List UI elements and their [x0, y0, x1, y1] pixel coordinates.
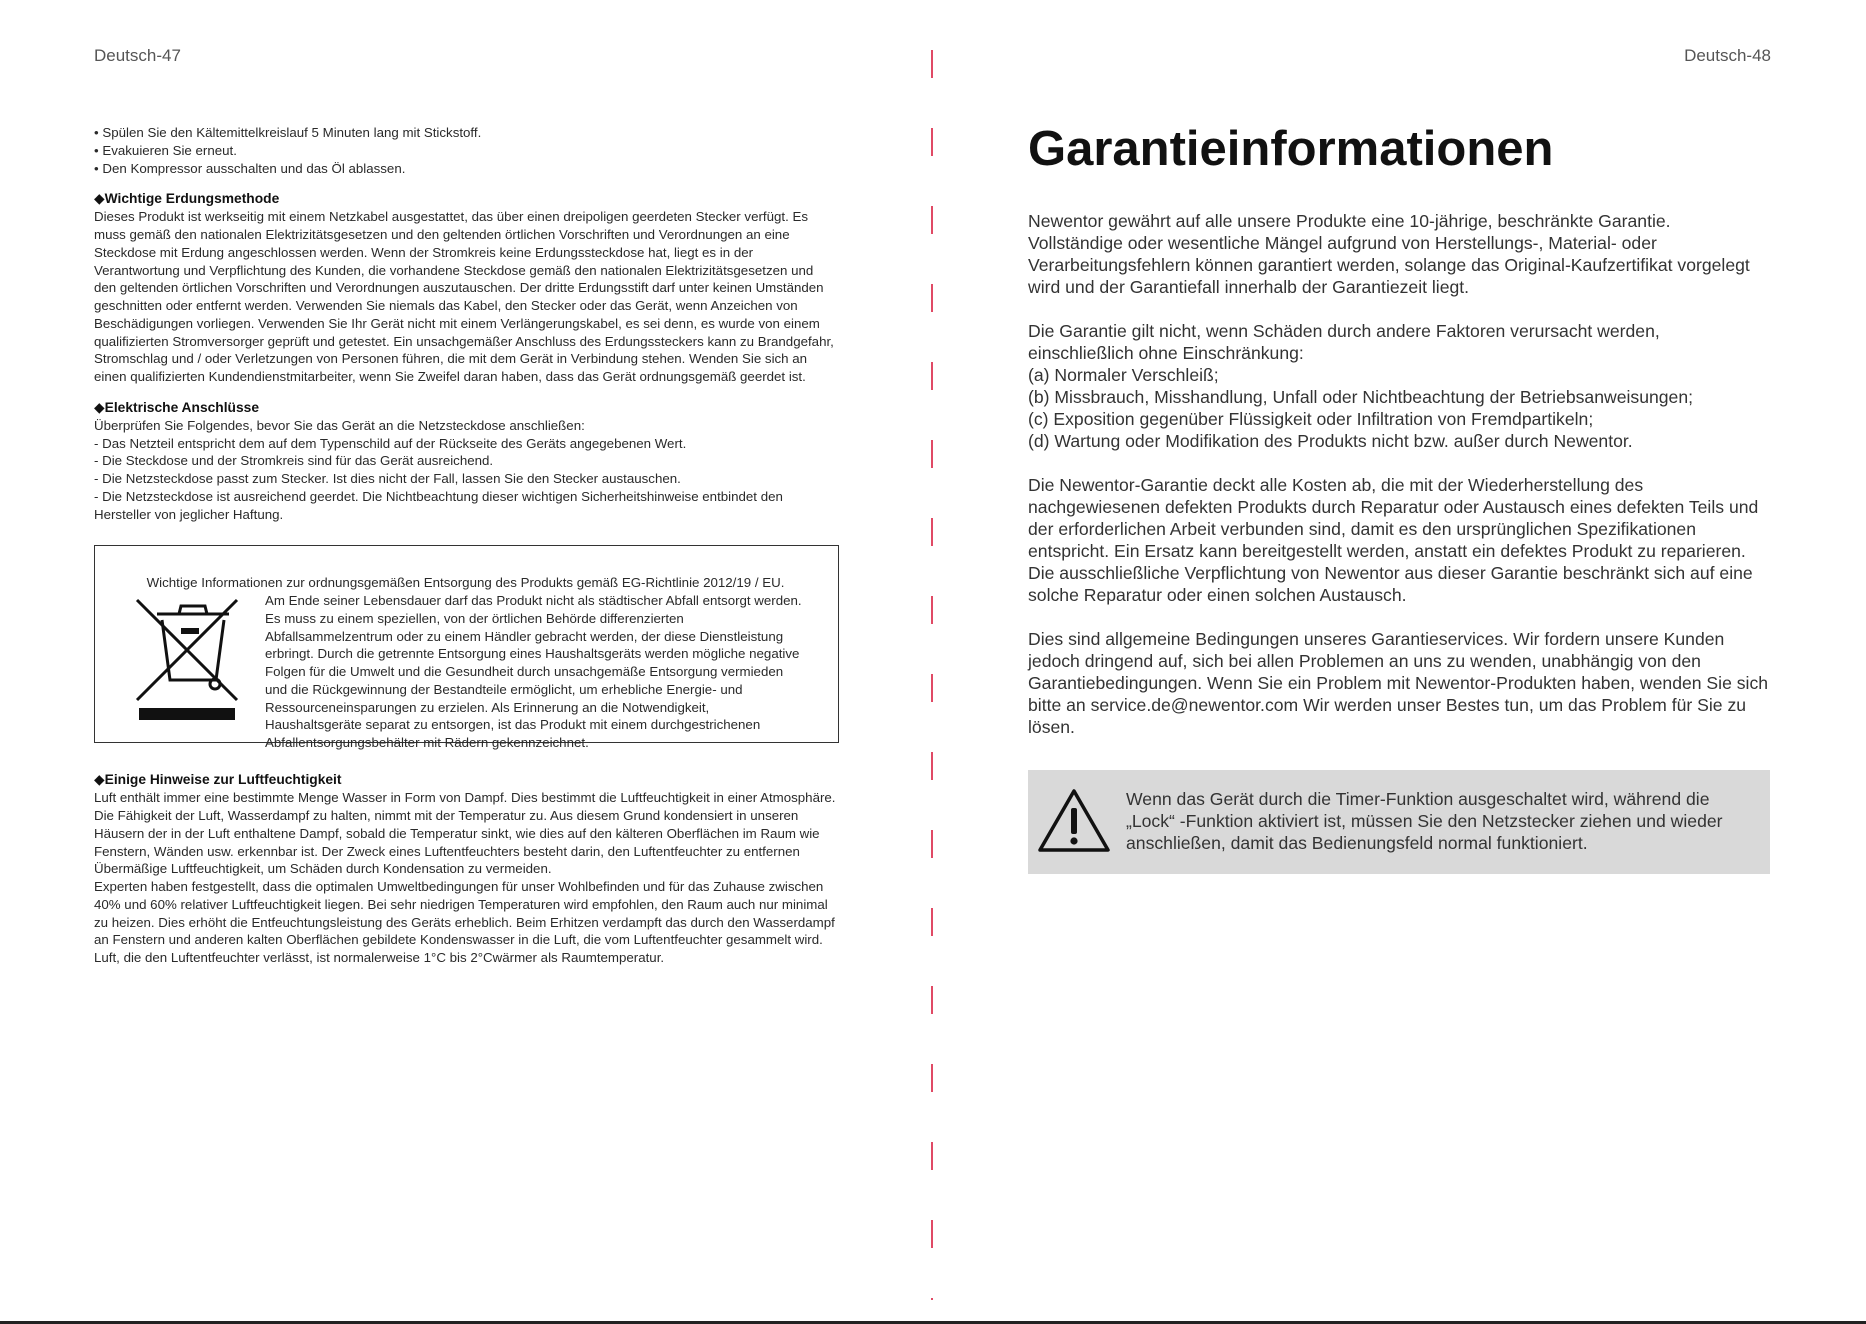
crossed-out-wheelie-bin-icon	[129, 592, 245, 752]
humidity-paragraph-1: Luft enthält immer eine bestimmte Menge Wasser in Form von Dampf. Dies bestimmt die Luftfeuchtigkeit in einer Atmosphäre. Die Fähigkeit der Luft, Wasserdampf zu halten, nimmt mit der Temperatur zu. Aus diesem Grund kondensiert in unseren Häusern der in der Luft enthaltene Dampf, sobald die Temperatur sinkt, wie dies auf den kälteren Oberflächen im Raum wie Fenstern, Wänden usw. erkennbar ist. Der Zweck eines Luftentfeuchters besteht darin, den Luftentfeuchter zu entfernen Übermäßige Luftfeuchtigkeit, um Schäden durch Kondensation zu vermeiden.	[94, 790, 836, 877]
electrical-intro: Überprüfen Sie Folgendes, bevor Sie das Gerät an die Netzsteckdose anschließen:	[94, 417, 585, 433]
warranty-paragraph-1: Newentor gewährt auf alle unsere Produkte eine 10-jährige, beschränkte Garantie. Vollständige oder wesentliche Mängel aufgrund von Herstellungs-, Material- oder Verarbeitungsfehlern können garantiert werden, solange das Original-Kaufzertifikat vorgelegt wird und der Garantiefall innerhalb der Garantiezeit liegt.	[1028, 211, 1750, 297]
list-item: • Evakuieren Sie erneut.	[94, 142, 839, 160]
warranty-exclusions	[1028, 320, 1770, 452]
list-item: - Die Netzsteckdose ist ausreichend geerdet. Die Nichtbeachtung dieser wichtigen Sicherheitshinweise entbindet den Hersteller von jeglicher Haftung.	[94, 488, 839, 524]
disposal-info-box	[94, 545, 839, 750]
humidity-heading: ◆Einige Hinweise zur Luftfeuchtigkeit	[94, 772, 342, 788]
disposal-title: Wichtige Informationen zur ordnungsgemäßen Entsorgung des Produkts gemäß EG-Richtlinie 2012/19 / EU.	[146, 575, 785, 591]
list-item: • Den Kompressor ausschalten und das Öl ablassen.	[94, 160, 839, 178]
page-number-right: Deutsch-48	[1684, 46, 1771, 65]
disposal-text: Am Ende seiner Lebensdauer darf das Produkt nicht als städtischer Abfall entsorgt werden. Es muss zu einem speziellen, von der örtlichen Behörde differenzierten Abfallsammelzentrum oder zu einem Händler gebracht werden, der diese Dienstleistung erbringt. Durch die getrennte Entsorgung eines Haushaltsgeräts werden mögliche negative Folgen für die Umwelt und die Gesundheit durch unsachgemäße Entsorgung vermieden und die Rückgewinnung der Bestandteile ermöglicht, um erhebliche Energie- und Ressourceneinsparungen zu erzielen. Als Erinnerung an die Notwendigkeit, Haushaltsgeräte separat zu entsorgen, ist das Produkt mit einem durchgestrichenen Abfallentsorgungsbehälter mit Rädern gekennzeichnet.	[265, 593, 802, 750]
list-item: (a) Normaler Verschleiß;	[1028, 365, 1219, 385]
electrical-checklist	[94, 435, 839, 524]
list-item: - Die Netzsteckdose passt zum Stecker. Ist dies nicht der Fall, lassen Sie den Stecker austauschen.	[94, 470, 839, 488]
warranty-paragraph-3: Die Newentor-Garantie deckt alle Kosten ab, die mit der Wiederherstellung des nachgewiesenen defekten Produkts durch Reparatur oder Austausch eines defekten Teils und der erforderlichen Arbeit verbunden sind, damit es den ursprünglichen Spezifikationen entspricht. Ein Ersatz kann bereitgestellt werden, anstatt ein defektes Produkt zu reparieren. Die ausschließliche Verpflichtung von Newentor aus dieser Garantie beschränkt sich auf eine solche Reparatur oder einen solchen Austausch.	[1028, 475, 1759, 605]
intro-bullet-list	[94, 124, 839, 177]
humidity-paragraph-2: Experten haben festgestellt, dass die optimalen Umweltbedingungen für unser Wohlbefinden und für das Zuhause zwischen 40% und 60% relativer Luftfeuchtigkeit liegen. Bei sehr niedrigen Temperaturen wird empfohlen, den Raum auch nur minimal zu heizen. Dies erhöht die Entfeuchtungsleistung des Geräts erheblich. Beim Erhitzen verdampft das durch den Wasserdampf an Fenstern und anderen kalten Oberflächen gebildete Kondenswasser in die Luft, die vom Luftentfeuchter gesammelt wird. Luft, die den Luftentfeuchter verlässt, ist normalerweise 1°C bis 2°Cwärmer als Raumtemperatur.	[94, 879, 835, 965]
list-item: - Das Netzteil entspricht dem auf dem Typenschild auf der Rückseite des Geräts angegebenen Wert.	[94, 435, 839, 453]
electrical-heading: ◆Elektrische Anschlüsse	[94, 399, 260, 415]
list-item: • Spülen Sie den Kältemittelkreislauf 5 Minuten lang mit Stickstoff.	[94, 124, 839, 142]
timer-lock-notice	[1028, 770, 1770, 874]
grounding-heading: ◆Wichtige Erdungsmethode	[94, 191, 280, 207]
electrical-section	[94, 399, 839, 524]
humidity-section	[94, 771, 839, 967]
right-page-content	[1028, 118, 1770, 874]
left-page-content	[94, 124, 839, 967]
list-item: - Die Steckdose und der Stromkreis sind für das Gerät ausreichend.	[94, 452, 839, 470]
list-item: (c) Exposition gegenüber Flüssigkeit oder Infiltration von Fremdpartikeln;	[1028, 409, 1594, 429]
warning-triangle-icon	[1036, 786, 1112, 856]
list-item: (d) Wartung oder Modifikation des Produkts nicht bzw. außer durch Newentor.	[1028, 431, 1633, 451]
page-fold-dashed-line	[931, 0, 933, 1300]
grounding-text: Dieses Produkt ist werkseitig mit einem Netzkabel ausgestattet, das über einen dreipoligen geerdeten Stecker verfügt. Es muss gemäß den nationalen Elektrizitätsgesetzen und den geltenden örtlichen Vorschriften und Verordnungen an eine Steckdose mit Erdung angeschlossen werden. Wenn der Stromkreis keine Erdungssteckdose hat, liegt es in der Verantwortung und Verpflichtung des Kunden, die vorhandene Steckdose gemäß den nationalen Elektrizitätsgesetzen und den geltenden örtlichen Vorschriften und Verordnungen auszutauschen. Der dritte Erdungsstift darf unter keinen Umständen geschnitten oder entfernt werden. Verwenden Sie niemals das Kabel, den Stecker oder das Gerät, wenn Anzeichen von Beschädigungen vorliegen. Verwenden Sie Ihr Gerät nicht mit einem Verlängerungskabel, es sei denn, es wurde von einem qualifizierten Stromversorger geprüft und getestet. Ein unsachgemäßer Anschluss des Erdungssteckers kann zu Brandgefahr, Stromschlag und / oder Verletzungen von Personen führen, die mit dem Gerät in Verbindung stehen. Wenden Sie sich an einen qualifizierten Kundendienstmitarbeiter, wenn Sie Zweifel daran haben, dass das Gerät ordnungsgemäß geerdet ist.	[94, 209, 834, 384]
notice-text: Wenn das Gerät durch die Timer-Funktion ausgeschaltet wird, während die „Lock“ -Funktion aktiviert ist, müssen Sie den Netzstecker ziehen und wieder anschließen, damit das Bedienungsfeld normal funktioniert.	[1126, 789, 1723, 853]
exclusions-intro: Die Garantie gilt nicht, wenn Schäden durch andere Faktoren verursacht werden, einschließlich ohne Einschränkung:	[1028, 321, 1660, 363]
warranty-paragraph-4: Dies sind allgemeine Bedingungen unseres Garantieservices. Wir fordern unsere Kunden jedoch dringend auf, sich bei allen Problemen an uns zu wenden, unabhängig von den Garantiebedingungen. Wenn Sie ein Problem mit Newentor-Produkten haben, wenden Sie sich bitte an service.de@newentor.com Wir werden unser Bestes tun, um das Problem für Sie zu lösen.	[1028, 629, 1769, 737]
grounding-section	[94, 190, 839, 386]
list-item: (b) Missbrauch, Misshandlung, Unfall oder Nichtbeachtung der Betriebsanweisungen;	[1028, 387, 1694, 407]
page-number-left: Deutsch-47	[94, 46, 181, 65]
page-title: Garantieinformationen	[1028, 122, 1554, 176]
